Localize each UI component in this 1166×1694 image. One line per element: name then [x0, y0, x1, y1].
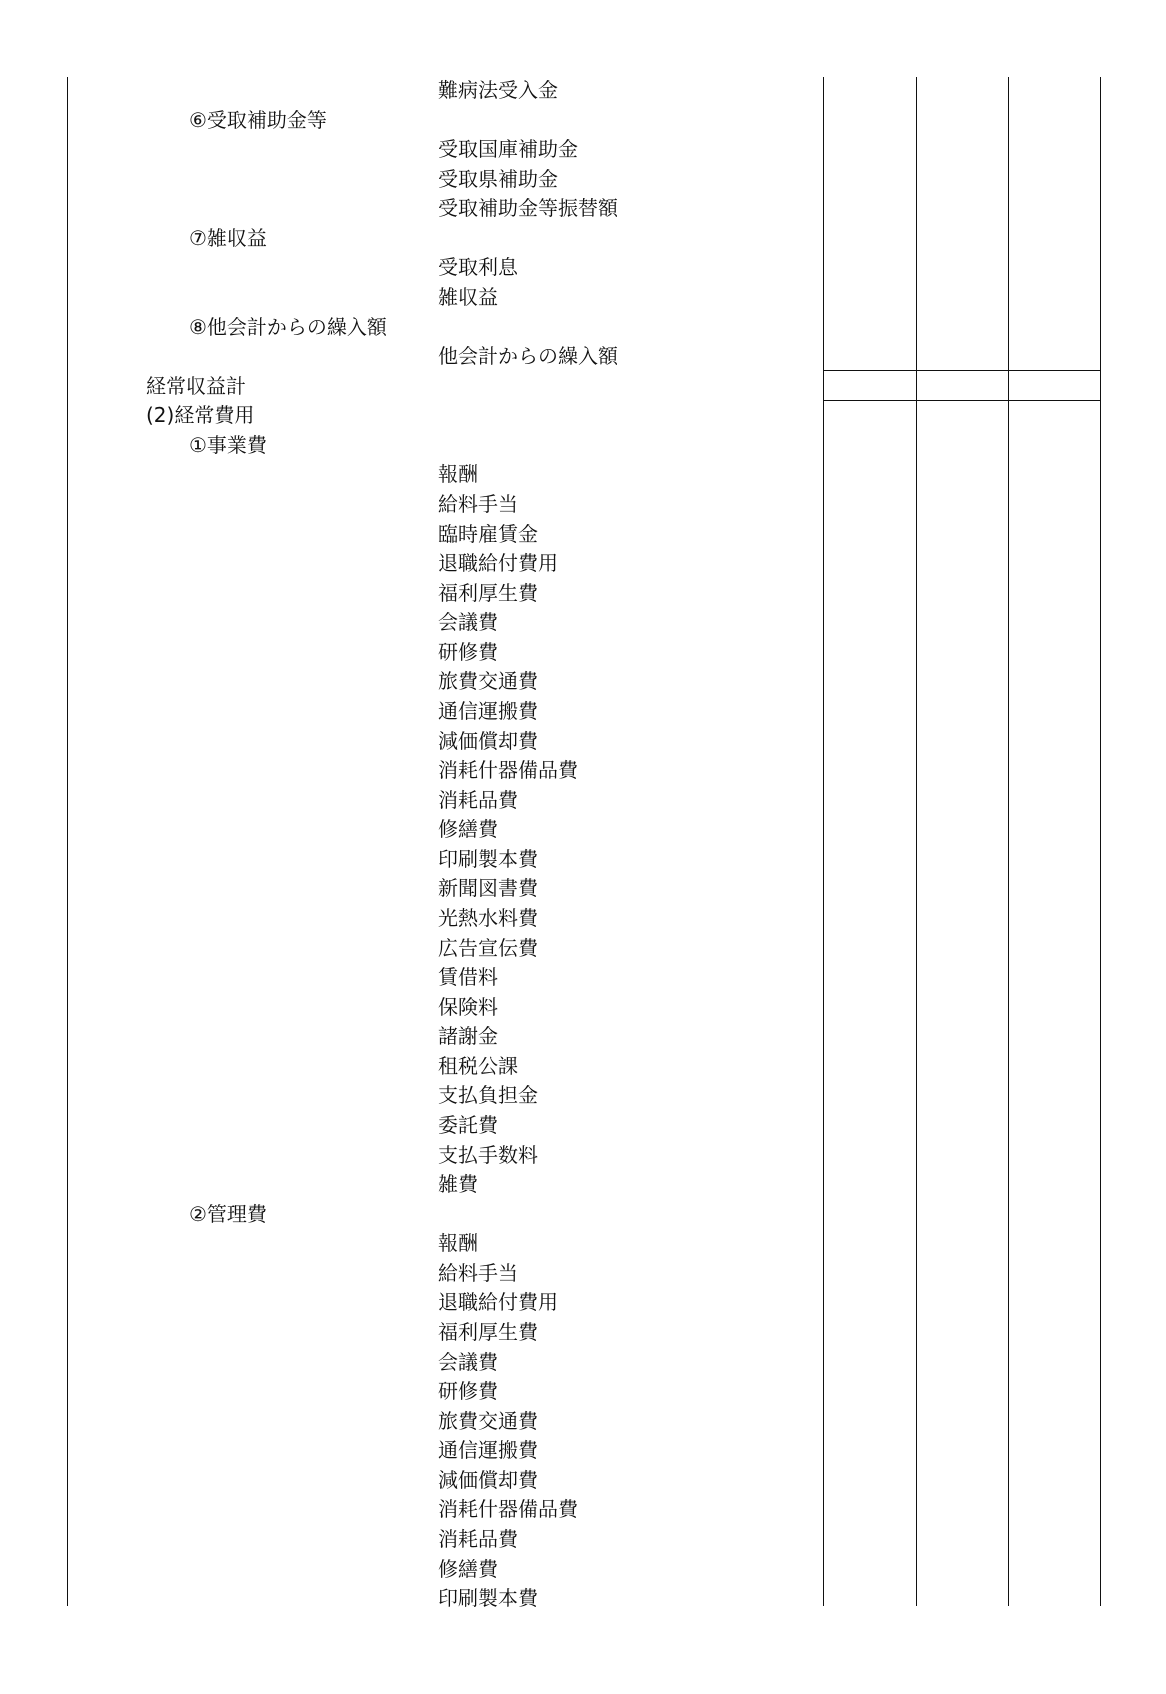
- account-item-row: [0, 1495, 820, 1525]
- account-item-label: 報酬: [438, 1231, 478, 1256]
- account-item-row: [0, 283, 820, 313]
- account-item-row: [0, 253, 820, 283]
- account-item-row: [0, 76, 820, 106]
- account-item-row: [0, 608, 820, 638]
- account-item-label: 雑収益: [438, 284, 498, 309]
- account-item-label: 旅費交通費: [438, 1408, 538, 1433]
- account-item-label: 修繕費: [438, 817, 498, 842]
- account-item-label: 報酬: [438, 462, 478, 487]
- account-item-label: 減価償却費: [438, 1467, 538, 1492]
- account-item-row: [0, 165, 820, 195]
- account-item-label: 福利厚生費: [438, 1319, 538, 1344]
- account-item-label: 新聞図書費: [438, 876, 538, 901]
- heading-label: 経常収益計: [146, 373, 246, 398]
- account-item-row: [0, 1584, 820, 1614]
- account-item-row: [0, 845, 820, 875]
- account-item-row: [0, 549, 820, 579]
- account-item-label: 消耗什器備品費: [438, 758, 578, 783]
- section-heading-row: [0, 401, 820, 431]
- account-item-row: [0, 1407, 820, 1437]
- account-item-label: 受取県補助金: [438, 166, 558, 191]
- account-item-row: [0, 460, 820, 490]
- account-item-row: [0, 904, 820, 934]
- account-item-label: 賃借料: [438, 965, 498, 990]
- account-item-row: [0, 342, 820, 372]
- heading-label: ①事業費: [189, 432, 267, 457]
- heading-label: ②管理費: [189, 1201, 267, 1226]
- account-item-row: [0, 490, 820, 520]
- account-item-row: [0, 1436, 820, 1466]
- account-item-label: 受取利息: [438, 255, 518, 280]
- category-heading-row: [0, 1200, 820, 1230]
- subtotal-top-rule: [823, 370, 1100, 371]
- account-item-row: [0, 1555, 820, 1585]
- heading-label: ⑥受取補助金等: [189, 107, 327, 132]
- account-item-row: [0, 667, 820, 697]
- account-item-row: [0, 520, 820, 550]
- account-item-label: 退職給付費用: [438, 1290, 558, 1315]
- account-item-row: [0, 963, 820, 993]
- account-item-label: 租税公課: [438, 1053, 518, 1078]
- account-item-label: 他会計からの繰入額: [438, 344, 618, 369]
- account-item-row: [0, 194, 820, 224]
- account-item-label: 退職給付費用: [438, 551, 558, 576]
- account-item-row: [0, 756, 820, 786]
- account-item-row: [0, 1377, 820, 1407]
- account-item-row: [0, 874, 820, 904]
- subtotal-bottom-rule: [823, 400, 1100, 401]
- account-item-label: 支払負担金: [438, 1083, 538, 1108]
- amount-column-2-left-line: [916, 77, 917, 1606]
- account-item-row: [0, 1052, 820, 1082]
- account-item-label: 印刷製本費: [438, 846, 538, 871]
- account-item-row: [0, 1525, 820, 1555]
- account-item-label: 支払手数料: [438, 1142, 538, 1167]
- amount-column-1-left-line: [823, 77, 824, 1606]
- account-item-row: [0, 135, 820, 165]
- account-item-row: [0, 1229, 820, 1259]
- heading-label: (2)経常費用: [146, 403, 255, 428]
- account-item-row: [0, 1141, 820, 1171]
- account-item-label: 給料手当: [438, 1260, 518, 1285]
- account-item-row: [0, 727, 820, 757]
- account-item-label: 諸謝金: [438, 1024, 498, 1049]
- account-item-label: 旅費交通費: [438, 669, 538, 694]
- account-item-label: 通信運搬費: [438, 1438, 538, 1463]
- account-item-row: [0, 1466, 820, 1496]
- account-item-label: 難病法受入金: [438, 78, 558, 102]
- category-heading-row: [0, 431, 820, 461]
- account-item-label: 受取国庫補助金: [438, 137, 578, 162]
- account-item-label: 研修費: [438, 1379, 498, 1404]
- account-item-label: 光熱水料費: [438, 905, 538, 930]
- amount-column-3-left-line: [1008, 77, 1009, 1606]
- category-heading-row: [0, 313, 820, 343]
- account-item-row: [0, 1170, 820, 1200]
- account-item-label: 通信運搬費: [438, 698, 538, 723]
- section-heading-row: [0, 372, 820, 402]
- account-item-label: 研修費: [438, 639, 498, 664]
- account-item-row: [0, 1318, 820, 1348]
- heading-label: ⑧他会計からの繰入額: [189, 314, 387, 339]
- account-item-row: [0, 1348, 820, 1378]
- account-item-label: 消耗品費: [438, 1526, 518, 1551]
- account-item-row: [0, 934, 820, 964]
- account-item-label: 福利厚生費: [438, 580, 538, 605]
- account-item-label: 減価償却費: [438, 728, 538, 753]
- account-item-row: [0, 1288, 820, 1318]
- account-item-label: 修繕費: [438, 1556, 498, 1581]
- account-item-label: 委託費: [438, 1112, 498, 1137]
- account-item-label: 臨時雇賃金: [438, 521, 538, 546]
- account-item-row: [0, 786, 820, 816]
- account-item-label: 給料手当: [438, 491, 518, 516]
- heading-label: ⑦雑収益: [189, 225, 267, 250]
- account-item-row: [0, 638, 820, 668]
- account-item-row: [0, 1081, 820, 1111]
- account-item-row: [0, 993, 820, 1023]
- account-item-row: [0, 1022, 820, 1052]
- account-item-row: [0, 1259, 820, 1289]
- account-item-label: 印刷製本費: [438, 1586, 538, 1611]
- account-item-label: 消耗什器備品費: [438, 1497, 578, 1522]
- account-item-label: 広告宣伝費: [438, 935, 538, 960]
- account-item-row: [0, 815, 820, 845]
- account-item-row: [0, 697, 820, 727]
- account-item-row: [0, 1111, 820, 1141]
- account-item-label: 保険料: [438, 994, 498, 1019]
- account-item-label: 雑費: [438, 1172, 478, 1197]
- category-heading-row: [0, 106, 820, 136]
- account-item-label: 会議費: [438, 610, 498, 635]
- right-border-line: [1100, 77, 1101, 1606]
- account-item-label: 会議費: [438, 1349, 498, 1374]
- account-item-label: 消耗品費: [438, 787, 518, 812]
- account-item-label: 受取補助金等振替額: [438, 196, 618, 221]
- category-heading-row: [0, 224, 820, 254]
- account-item-row: [0, 579, 820, 609]
